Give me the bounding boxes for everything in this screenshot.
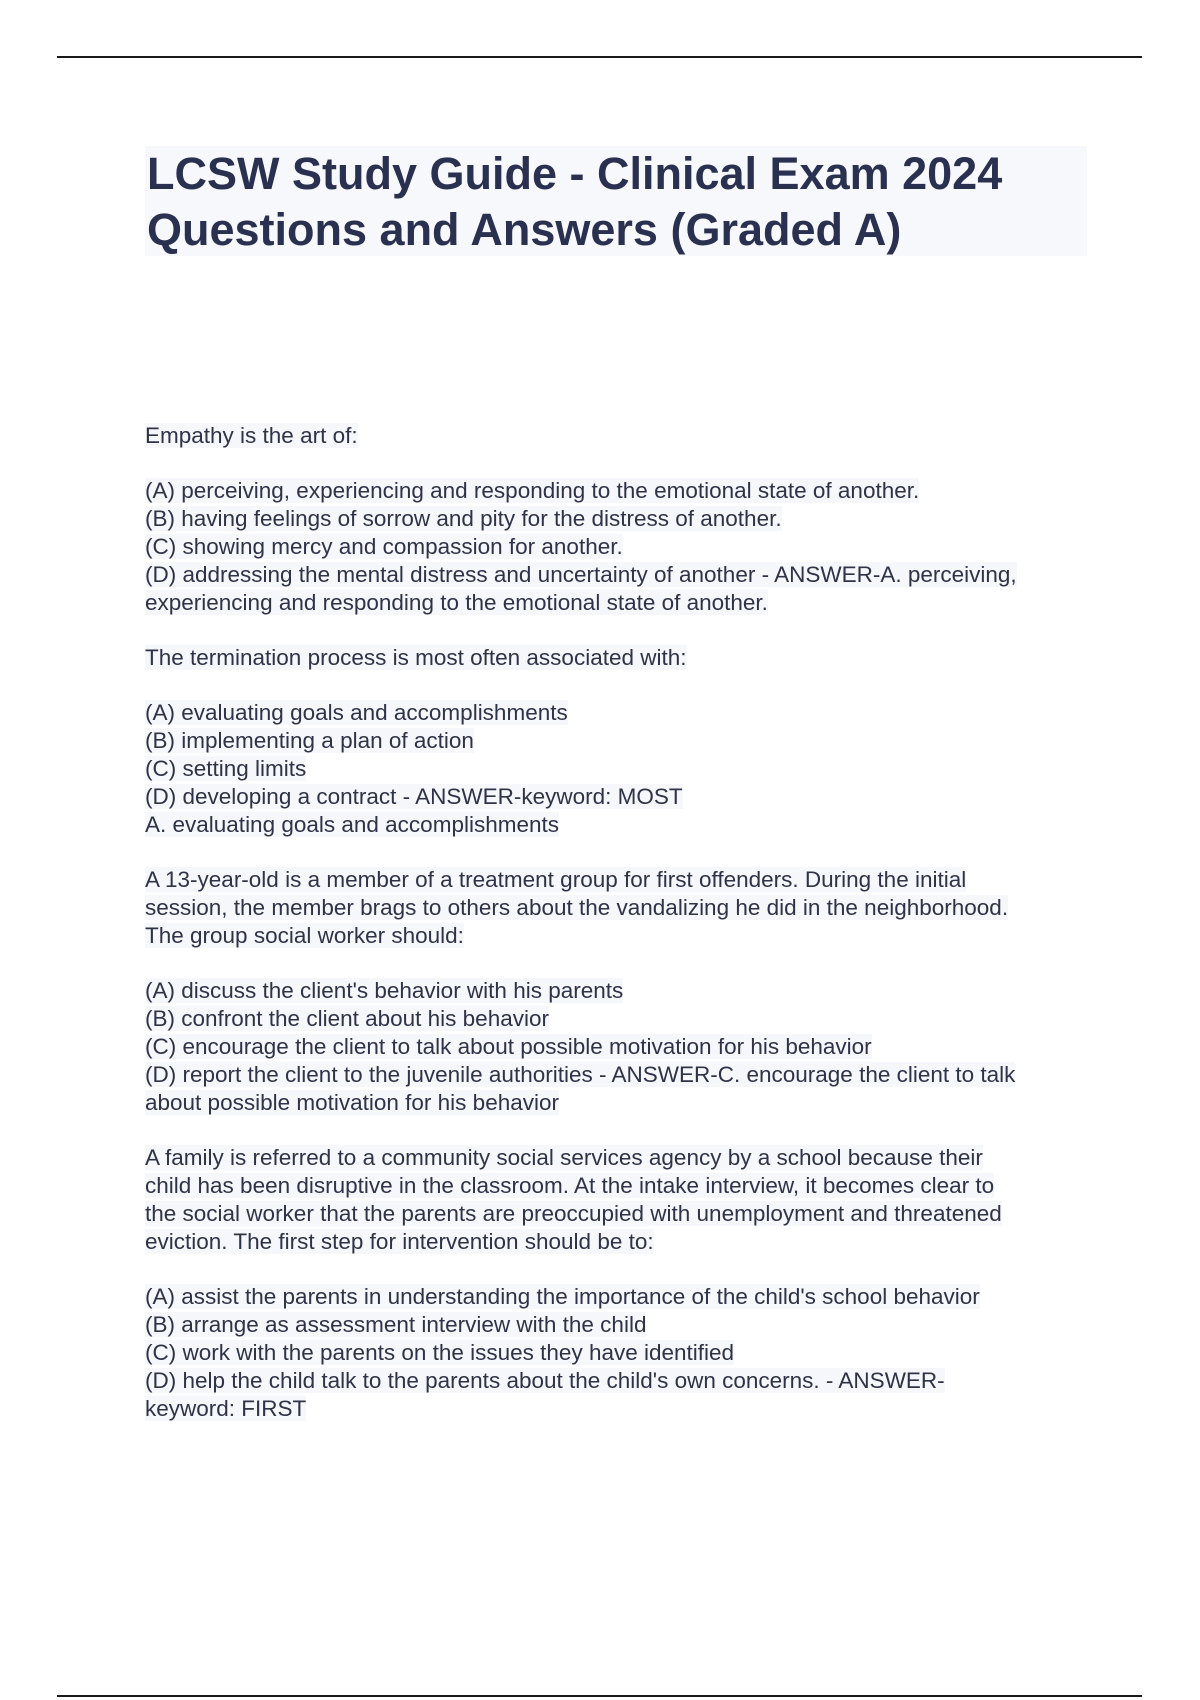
title-block xyxy=(145,146,1087,256)
text-line: (C) work with the parents on the issues they have identified xyxy=(145,1340,735,1365)
text-line: about possible motivation for his behavior xyxy=(145,1090,559,1115)
text-line: session, the member brags to others about the vandalizing he did in the neighborhood. xyxy=(145,895,1009,920)
text-line: (C) encourage the client to talk about possible motivation for his behavior xyxy=(145,1034,872,1059)
text-line: (A) evaluating goals and accomplishments xyxy=(145,700,568,725)
answer-options xyxy=(145,699,1090,839)
text-line: A. evaluating goals and accomplishments xyxy=(145,812,559,837)
text-line: (D) report the client to the juvenile authorities - ANSWER-C. encourage the client to talk xyxy=(145,1062,1016,1087)
text-line: A 13-year-old is a member of a treatment group for first offenders. During the initial xyxy=(145,867,967,892)
text-line: keyword: FIRST xyxy=(145,1396,307,1421)
answer-options xyxy=(145,977,1090,1117)
text-line: (B) having feelings of sorrow and pity for the distress of another. xyxy=(145,506,782,531)
document-title xyxy=(145,146,1087,258)
text-line: the social worker that the parents are preoccupied with unemployment and threatened xyxy=(145,1201,1002,1226)
document-body xyxy=(145,422,1090,1423)
text-line: (B) implementing a plan of action xyxy=(145,728,474,753)
text-line: (B) arrange as assessment interview with the child xyxy=(145,1312,647,1337)
text-line: (A) perceiving, experiencing and responding to the emotional state of another. xyxy=(145,478,920,503)
question-stem xyxy=(145,1144,1090,1256)
text-line: (D) developing a contract - ANSWER-keyword: MOST xyxy=(145,784,683,809)
text-line: Empathy is the art of: xyxy=(145,423,358,448)
answer-options xyxy=(145,477,1090,617)
answer-options xyxy=(145,1283,1090,1423)
text-line: (D) addressing the mental distress and uncertainty of another - ANSWER-A. perceiving, xyxy=(145,562,1017,587)
title-line: LCSW Study Guide - Clinical Exam 2024 xyxy=(147,148,1003,199)
text-line: experiencing and responding to the emotional state of another. xyxy=(145,590,768,615)
text-line: (C) showing mercy and compassion for another. xyxy=(145,534,623,559)
text-line: The termination process is most often associated with: xyxy=(145,645,687,670)
text-line: eviction. The first step for intervention should be to: xyxy=(145,1229,654,1254)
question-stem xyxy=(145,422,1090,450)
question-stem xyxy=(145,644,1090,672)
text-line: (A) discuss the client's behavior with his parents xyxy=(145,978,624,1003)
text-line: A family is referred to a community social services agency by a school because their xyxy=(145,1145,983,1170)
bottom-rule xyxy=(57,1695,1142,1697)
text-line: (D) help the child talk to the parents about the child's own concerns. - ANSWER- xyxy=(145,1368,945,1393)
text-line: (A) assist the parents in understanding the importance of the child's school behavior xyxy=(145,1284,980,1309)
top-rule xyxy=(57,56,1142,58)
text-line: child has been disruptive in the classroom. At the intake interview, it becomes clear to xyxy=(145,1173,995,1198)
text-line: (B) confront the client about his behavior xyxy=(145,1006,549,1031)
title-line: Questions and Answers (Graded A) xyxy=(147,204,902,255)
question-stem xyxy=(145,866,1090,950)
text-line: The group social worker should: xyxy=(145,923,464,948)
text-line: (C) setting limits xyxy=(145,756,307,781)
